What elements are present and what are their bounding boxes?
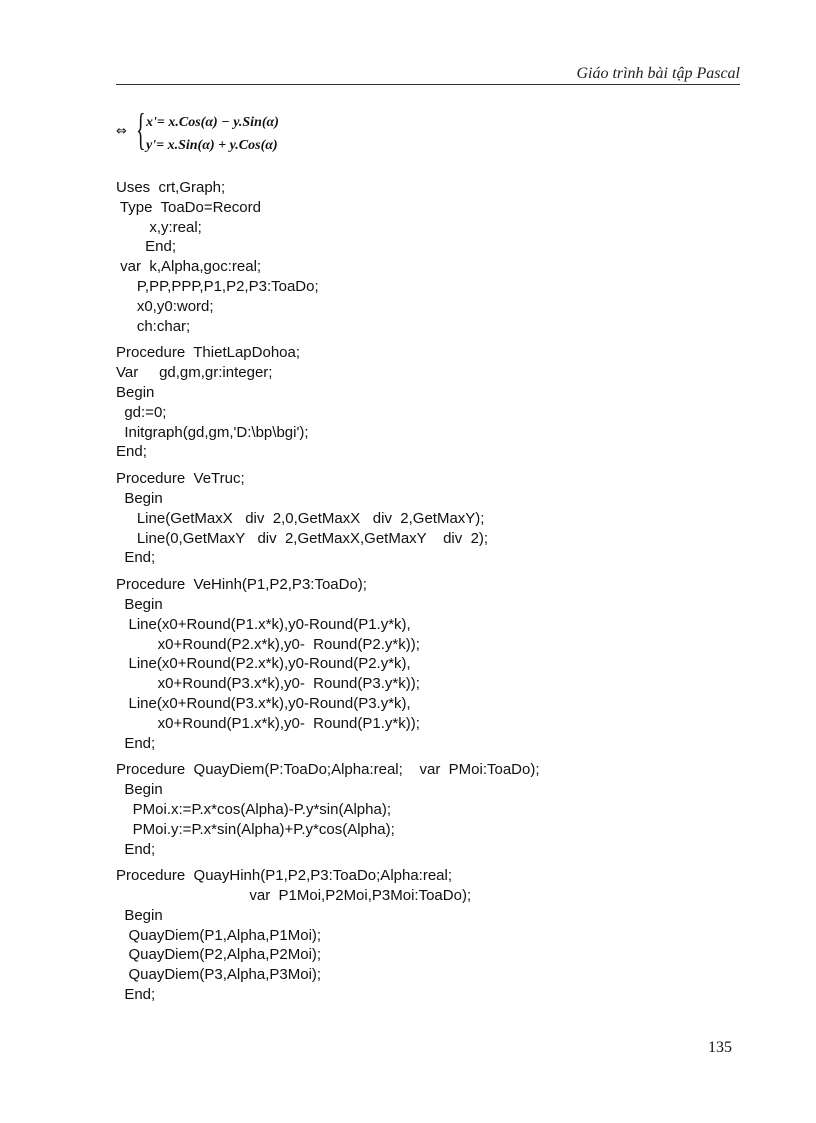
code-line: QuayDiem(P1,Alpha,P1Moi); (116, 926, 322, 944)
code-line: Uses crt,Graph; (116, 179, 226, 196)
code-block (116, 178, 756, 336)
header-title: Giáo trình bài tập Pascal (576, 65, 740, 82)
code-line: End; (116, 443, 147, 461)
code-line: Line(x0+Round(P1.x*k),y0-Round(P1.y*k), (116, 615, 411, 633)
code-line: x0+Round(P2.x*k),y0- Round(P2.y*k)); (116, 635, 420, 653)
code-line: x0+Round(P1.x*k),y0- Round(P1.y*k)); (116, 714, 420, 732)
equivalence-symbol: ⇔ (116, 124, 127, 139)
code-block (116, 469, 756, 568)
rotation-formula (116, 105, 416, 158)
formula-line-y: y'= x.Sin(α) + y.Cos(α) (146, 138, 278, 153)
code-line: Begin (116, 595, 163, 613)
code-line: P,PP,PPP,P1,P2,P3:ToaDo; (116, 277, 319, 295)
code-line: End; (116, 840, 156, 858)
code-line: End; (116, 238, 177, 256)
code-line: x0,y0:word; (116, 297, 214, 315)
code-line: PMoi.x:=P.x*cos(Alpha)-P.y*sin(Alpha); (116, 800, 391, 818)
code-line: x0+Round(P3.x*k),y0- Round(P3.y*k)); (116, 675, 420, 693)
code-block (116, 866, 756, 1005)
code-line: x,y:real; (116, 218, 202, 236)
code-line: Procedure ThietLapDohoa; (116, 344, 301, 362)
code-line: var P1Moi,P2Moi,P3Moi:ToaDo); (116, 887, 472, 905)
code-block (116, 760, 756, 859)
code-line: End; (116, 986, 156, 1004)
code-line: Line(x0+Round(P3.x*k),y0-Round(P3.y*k), (116, 694, 411, 712)
code-line: Procedure VeHinh(P1,P2,P3:ToaDo); (116, 576, 367, 594)
code-line: Line(x0+Round(P2.x*k),y0-Round(P2.y*k), (116, 655, 411, 673)
code-line: ch:char; (116, 317, 191, 335)
code-line: gd:=0; (116, 403, 167, 421)
code-block (116, 343, 756, 462)
page-header (116, 64, 740, 85)
code-line: Line(0,GetMaxY div 2,GetMaxX,GetMaxY div 2); (116, 529, 489, 547)
pascal-code-listing (116, 178, 756, 1012)
code-line: Begin (116, 489, 163, 507)
code-line: Initgraph(gd,gm,'D:\bp\bgi'); (116, 423, 309, 441)
code-line: End; (116, 549, 156, 567)
code-line: QuayDiem(P2,Alpha,P2Moi); (116, 946, 322, 964)
formula-line-x: x'= x.Cos(α) − y.Sin(α) (146, 115, 279, 130)
code-line: Begin (116, 781, 163, 799)
code-line: PMoi.y:=P.x*sin(Alpha)+P.y*cos(Alpha); (116, 820, 395, 838)
code-block (116, 575, 756, 753)
code-line: End; (116, 734, 156, 752)
code-line: Procedure VeTruc; (116, 470, 245, 488)
system-brace: { (136, 105, 146, 154)
page-number: 135 (708, 1039, 732, 1056)
code-line: Line(GetMaxX div 2,0,GetMaxX div 2,GetMaxY); (116, 509, 485, 527)
code-line: Begin (116, 383, 155, 401)
code-line: Var gd,gm,gr:integer; (116, 364, 273, 382)
code-line: QuayDiem(P3,Alpha,P3Moi); (116, 966, 322, 984)
code-line: Type ToaDo=Record (116, 198, 261, 216)
code-line: Procedure QuayHinh(P1,P2,P3:ToaDo;Alpha:real; (116, 867, 453, 885)
code-line: Procedure QuayDiem(P:ToaDo;Alpha:real; var PMoi:ToaDo); (116, 761, 540, 779)
code-line: Begin (116, 906, 163, 924)
code-line: var k,Alpha,goc:real; (116, 258, 262, 276)
